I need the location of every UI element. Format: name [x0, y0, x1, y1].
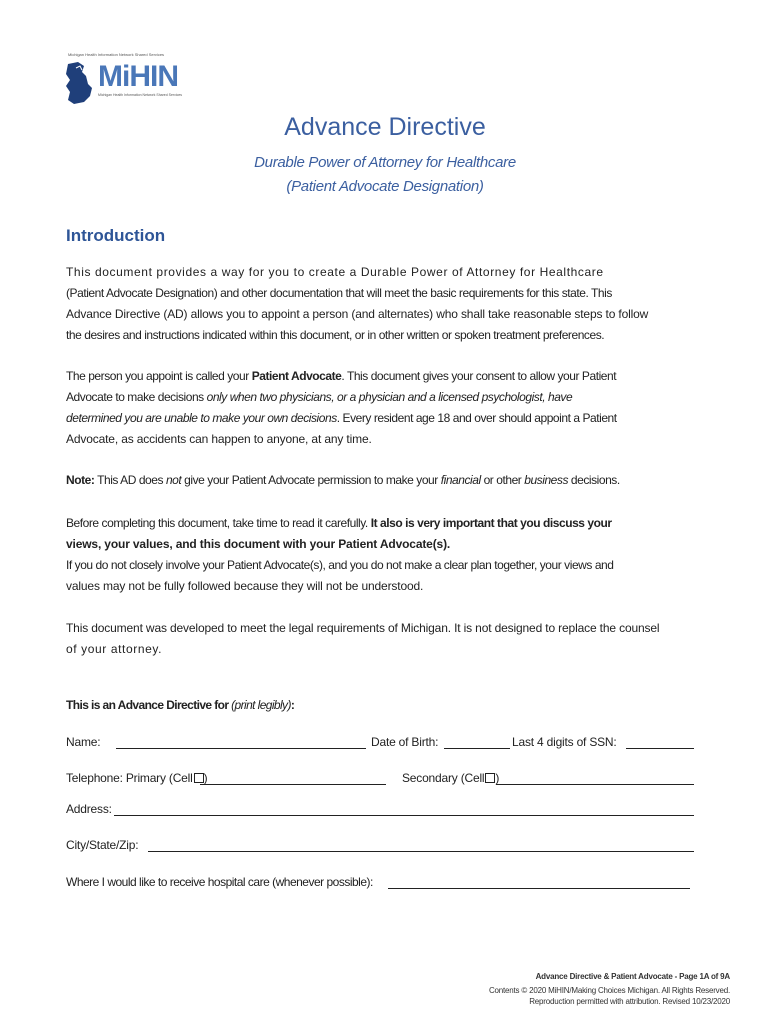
document-subtitle-2: (Patient Advocate Designation)	[286, 178, 484, 195]
text: )	[495, 771, 500, 785]
legal-paragraph	[66, 618, 706, 660]
logo-wordmark: MiHIN	[98, 60, 178, 93]
document-subtitle: Durable Power of Attorney for Healthcare	[254, 154, 516, 171]
ssn-field[interactable]	[626, 748, 694, 749]
discussion-paragraph	[66, 513, 706, 597]
address-label: Address:	[66, 802, 112, 816]
para-line: This document provides a way for you to create a Durable Power of Attorney for Healthcare	[66, 265, 604, 279]
text: This AD does	[94, 473, 166, 487]
address-field[interactable]	[114, 815, 694, 816]
hospital-field[interactable]	[388, 888, 690, 889]
dob-field[interactable]	[444, 748, 510, 749]
name-field[interactable]	[116, 748, 366, 749]
telephone-secondary-label	[402, 771, 499, 785]
italic-text: not	[165, 473, 182, 487]
hospital-label: Where I would like to receive hospital care (whenever possible):	[66, 875, 373, 889]
text: )	[203, 771, 208, 785]
bold-text: This is an Advance Directive for	[66, 698, 232, 712]
document-title: Advance Directive	[284, 113, 486, 141]
text: Advocate to make decisions	[66, 390, 207, 404]
para-line: Advocate, as accidents can happen to anyone, at any time.	[66, 432, 372, 446]
cell-checkbox-secondary[interactable]	[485, 773, 495, 783]
copyright-notice: Contents © 2020 MiHIN/Making Choices Michigan. All Rights Reserved.	[488, 986, 730, 995]
para-line: of your attorney.	[66, 642, 163, 656]
bold-text: It also is very important that you discuss your	[370, 516, 612, 530]
bold-text: views, your values, and this document with your Patient Advocate(s).	[66, 537, 451, 551]
text: . This document gives your consent to allow your Patient	[341, 369, 617, 383]
dob-label: Date of Birth:	[371, 735, 439, 749]
ssn-label: Last 4 digits of SSN:	[512, 735, 617, 749]
italic-text: financial	[440, 473, 481, 487]
italic-text: only when two physicians, or a physician and a licensed psychologist, have	[206, 390, 573, 404]
italic-text: (print legibly)	[231, 698, 291, 712]
city-state-zip-field[interactable]	[148, 851, 694, 852]
telephone-secondary-field[interactable]	[496, 784, 694, 785]
text: The person you appoint is called your	[66, 369, 252, 383]
note-paragraph	[66, 470, 706, 491]
city-state-zip-label: City/State/Zip:	[66, 838, 139, 852]
bold-text: :	[290, 698, 295, 712]
text: . Every resident age 18 and over should appoint a Patient	[336, 411, 617, 425]
mihin-logo	[62, 52, 194, 104]
telephone-primary-field[interactable]	[200, 784, 386, 785]
logo-tagline: Michigan Health Information Network Shared Services	[68, 52, 165, 57]
italic-text: business	[524, 473, 568, 487]
text: decisions.	[568, 473, 620, 487]
bold-text: Patient Advocate	[251, 369, 342, 383]
logo-subline: Michigan Health Information Network Shared Services	[98, 93, 183, 97]
para-line: Advance Directive (AD) allows you to appoint a person (and alternates) who shall take reasonable steps to follow	[66, 307, 649, 321]
para-line: If you do not closely involve your Patient Advocate(s), and you do not make a clear plan together, your views and	[66, 558, 614, 572]
section-heading-introduction: Introduction	[66, 226, 166, 245]
telephone-primary-label	[66, 771, 207, 785]
name-label: Name:	[66, 735, 101, 749]
cell-checkbox-primary[interactable]	[194, 773, 204, 783]
para-line: the desires and instructions indicated within this document, or in other written or spoken treatment preferences.	[66, 328, 605, 342]
text: Before completing this document, take time to read it carefully.	[66, 516, 371, 530]
text: Secondary (Cell	[402, 771, 485, 785]
text: Telephone: Primary (Cell	[66, 771, 193, 785]
text: or other	[480, 473, 525, 487]
page-footer-title: Advance Directive & Patient Advocate - Page 1A of 9A	[535, 972, 730, 981]
text: give your Patient Advocate permission to make your	[181, 473, 441, 487]
bold-text: Note:	[66, 473, 95, 487]
intro-paragraph	[66, 262, 706, 346]
form-intro	[66, 698, 294, 712]
patient-advocate-paragraph	[66, 366, 706, 450]
reproduction-notice: Reproduction permitted with attribution. Revised 10/23/2020	[529, 997, 730, 1006]
para-line: (Patient Advocate Designation) and other documentation that will meet the basic requirements for this state. This	[66, 286, 612, 300]
para-line: This document was developed to meet the legal requirements of Michigan. It is not designed to replace the counsel	[66, 621, 660, 635]
italic-text: determined you are unable to make your own decisions	[66, 411, 337, 425]
para-line: values may not be fully followed because they will not be understood.	[66, 579, 424, 593]
michigan-map-icon	[62, 58, 98, 108]
